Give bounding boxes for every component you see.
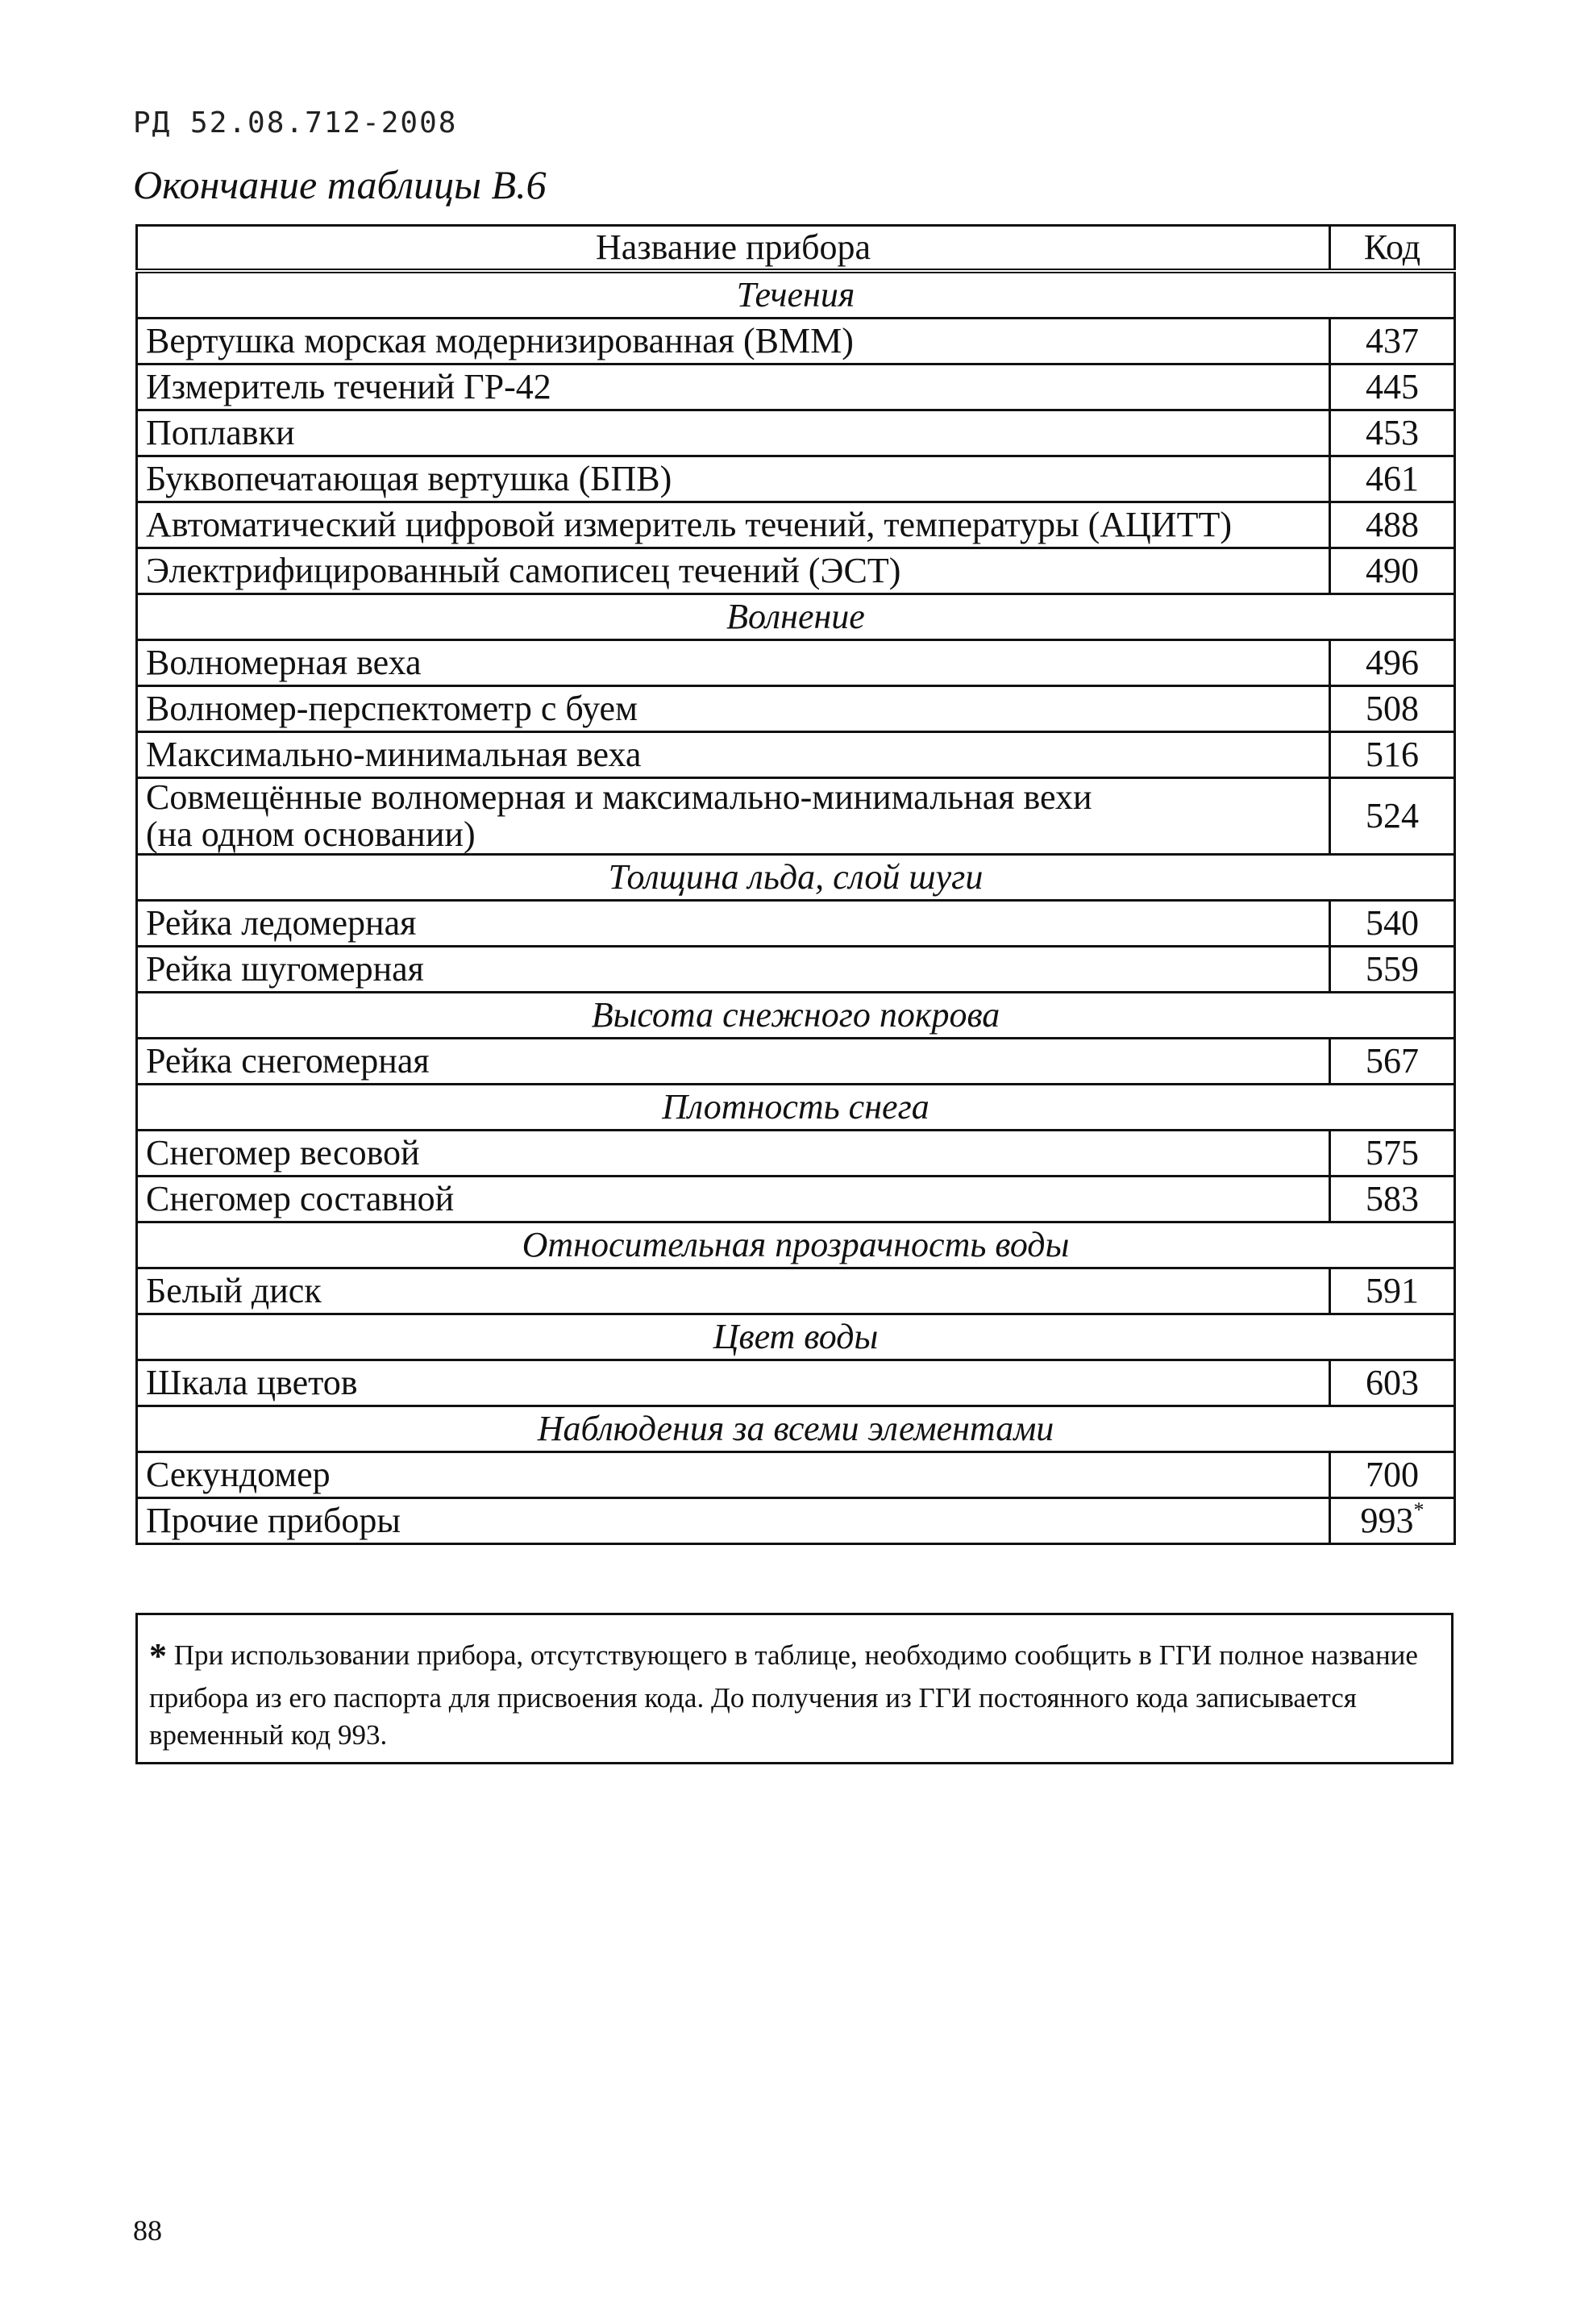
instrument-code: 490 bbox=[1330, 548, 1455, 594]
instrument-code: 700 bbox=[1330, 1452, 1455, 1498]
table-row bbox=[137, 1039, 1455, 1085]
table-row bbox=[137, 1131, 1455, 1177]
instrument-name: Электрифицированный самописец течений (ЭСТ) bbox=[137, 548, 1330, 594]
table-row bbox=[137, 456, 1455, 502]
table-row bbox=[137, 901, 1455, 947]
instrument-name: Поплавки bbox=[137, 410, 1330, 456]
table-header-row bbox=[137, 226, 1455, 272]
instrument-code: 583 bbox=[1330, 1177, 1455, 1222]
table-row bbox=[137, 732, 1455, 778]
table-row bbox=[137, 1268, 1455, 1314]
instrument-name: Шкала цветов bbox=[137, 1360, 1330, 1406]
instrument-name: Прочие приборы bbox=[137, 1498, 1330, 1544]
instrument-code: 496 bbox=[1330, 640, 1455, 686]
table-row bbox=[137, 640, 1455, 686]
instrument-code: 437 bbox=[1330, 319, 1455, 364]
instrument-code: 445 bbox=[1330, 364, 1455, 410]
instrument-code: 559 bbox=[1330, 947, 1455, 993]
section-row bbox=[137, 1314, 1455, 1360]
section-row bbox=[137, 1222, 1455, 1268]
footnote-mark: * bbox=[1413, 1498, 1424, 1522]
instrument-name: Максимально-минимальная веха bbox=[137, 732, 1330, 778]
document-code: РД 52.08.712-2008 bbox=[133, 106, 458, 140]
instrument-name: Волномер-перспектометр с буем bbox=[137, 686, 1330, 732]
instrument-code: 603 bbox=[1330, 1360, 1455, 1406]
instrument-name: Белый диск bbox=[137, 1268, 1330, 1314]
table-row bbox=[137, 1452, 1455, 1498]
section-title: Наблюдения за всеми элементами bbox=[137, 1406, 1455, 1452]
instrument-code: 591 bbox=[1330, 1268, 1455, 1314]
section-title: Течения bbox=[137, 271, 1455, 319]
instrument-name: Секундомер bbox=[137, 1452, 1330, 1498]
instrument-name: Измеритель течений ГР-42 bbox=[137, 364, 1330, 410]
footnote-box bbox=[135, 1613, 1453, 1764]
instrument-code: 508 bbox=[1330, 686, 1455, 732]
instrument-code: 461 bbox=[1330, 456, 1455, 502]
instrument-name: Рейка снегомерная bbox=[137, 1039, 1330, 1085]
section-title: Высота снежного покрова bbox=[137, 993, 1455, 1039]
instrument-name: Автоматический цифровой измеритель течений, температуры (АЦИТТ) bbox=[137, 502, 1330, 548]
footnote-asterisk: * bbox=[149, 1636, 167, 1676]
table-row bbox=[137, 364, 1455, 410]
table-row bbox=[137, 1177, 1455, 1222]
section-title: Волнение bbox=[137, 594, 1455, 640]
table-row bbox=[137, 1498, 1455, 1544]
column-header-name: Название прибора bbox=[137, 226, 1330, 272]
footnote-text: При использовании прибора, отсутствующего в таблице, необходимо сообщить в ГГИ полное название прибора из его паспорта для присвоения кода. До получения из ГГИ постоянного кода записывается временный код 993. bbox=[149, 1639, 1418, 1751]
table-caption: Окончание таблицы В.6 bbox=[133, 162, 547, 207]
section-title: Толщина льда, слой шуги bbox=[137, 855, 1455, 901]
instrument-name: Буквопечатающая вертушка (БПВ) bbox=[137, 456, 1330, 502]
instrument-name-line2: (на одном основании) bbox=[146, 814, 476, 855]
instrument-name: Волномерная веха bbox=[137, 640, 1330, 686]
instrument-code: 488 bbox=[1330, 502, 1455, 548]
instrument-table bbox=[135, 224, 1456, 1545]
section-row bbox=[137, 993, 1455, 1039]
table-row bbox=[137, 410, 1455, 456]
section-title: Цвет воды bbox=[137, 1314, 1455, 1360]
instrument-code: 575 bbox=[1330, 1131, 1455, 1177]
instrument-name: Снегомер весовой bbox=[137, 1131, 1330, 1177]
section-row bbox=[137, 1406, 1455, 1452]
code-value: 993 bbox=[1360, 1501, 1414, 1541]
instrument-code: 453 bbox=[1330, 410, 1455, 456]
section-row bbox=[137, 855, 1455, 901]
instrument-name bbox=[137, 778, 1330, 855]
section-row bbox=[137, 594, 1455, 640]
table-row bbox=[137, 778, 1455, 855]
table-row bbox=[137, 548, 1455, 594]
section-title: Плотность снега bbox=[137, 1085, 1455, 1131]
table-row bbox=[137, 686, 1455, 732]
page-number: 88 bbox=[133, 2214, 162, 2247]
section-row bbox=[137, 1085, 1455, 1131]
instrument-code: 540 bbox=[1330, 901, 1455, 947]
instrument-name: Рейка ледомерная bbox=[137, 901, 1330, 947]
table-row bbox=[137, 1360, 1455, 1406]
instrument-code: 524 bbox=[1330, 778, 1455, 855]
table-row bbox=[137, 319, 1455, 364]
instrument-code: 567 bbox=[1330, 1039, 1455, 1085]
instrument-name: Рейка шугомерная bbox=[137, 947, 1330, 993]
instrument-code: 516 bbox=[1330, 732, 1455, 778]
instrument-name: Снегомер составной bbox=[137, 1177, 1330, 1222]
instrument-code bbox=[1330, 1498, 1455, 1544]
section-title: Относительная прозрачность воды bbox=[137, 1222, 1455, 1268]
table-row bbox=[137, 502, 1455, 548]
column-header-code: Код bbox=[1330, 226, 1455, 272]
instrument-name: Вертушка морская модернизированная (ВММ) bbox=[137, 319, 1330, 364]
section-row bbox=[137, 271, 1455, 319]
table-row bbox=[137, 947, 1455, 993]
instrument-name-line1: Совмещённые волномерная и максимально-минимальная вехи bbox=[146, 777, 1092, 817]
